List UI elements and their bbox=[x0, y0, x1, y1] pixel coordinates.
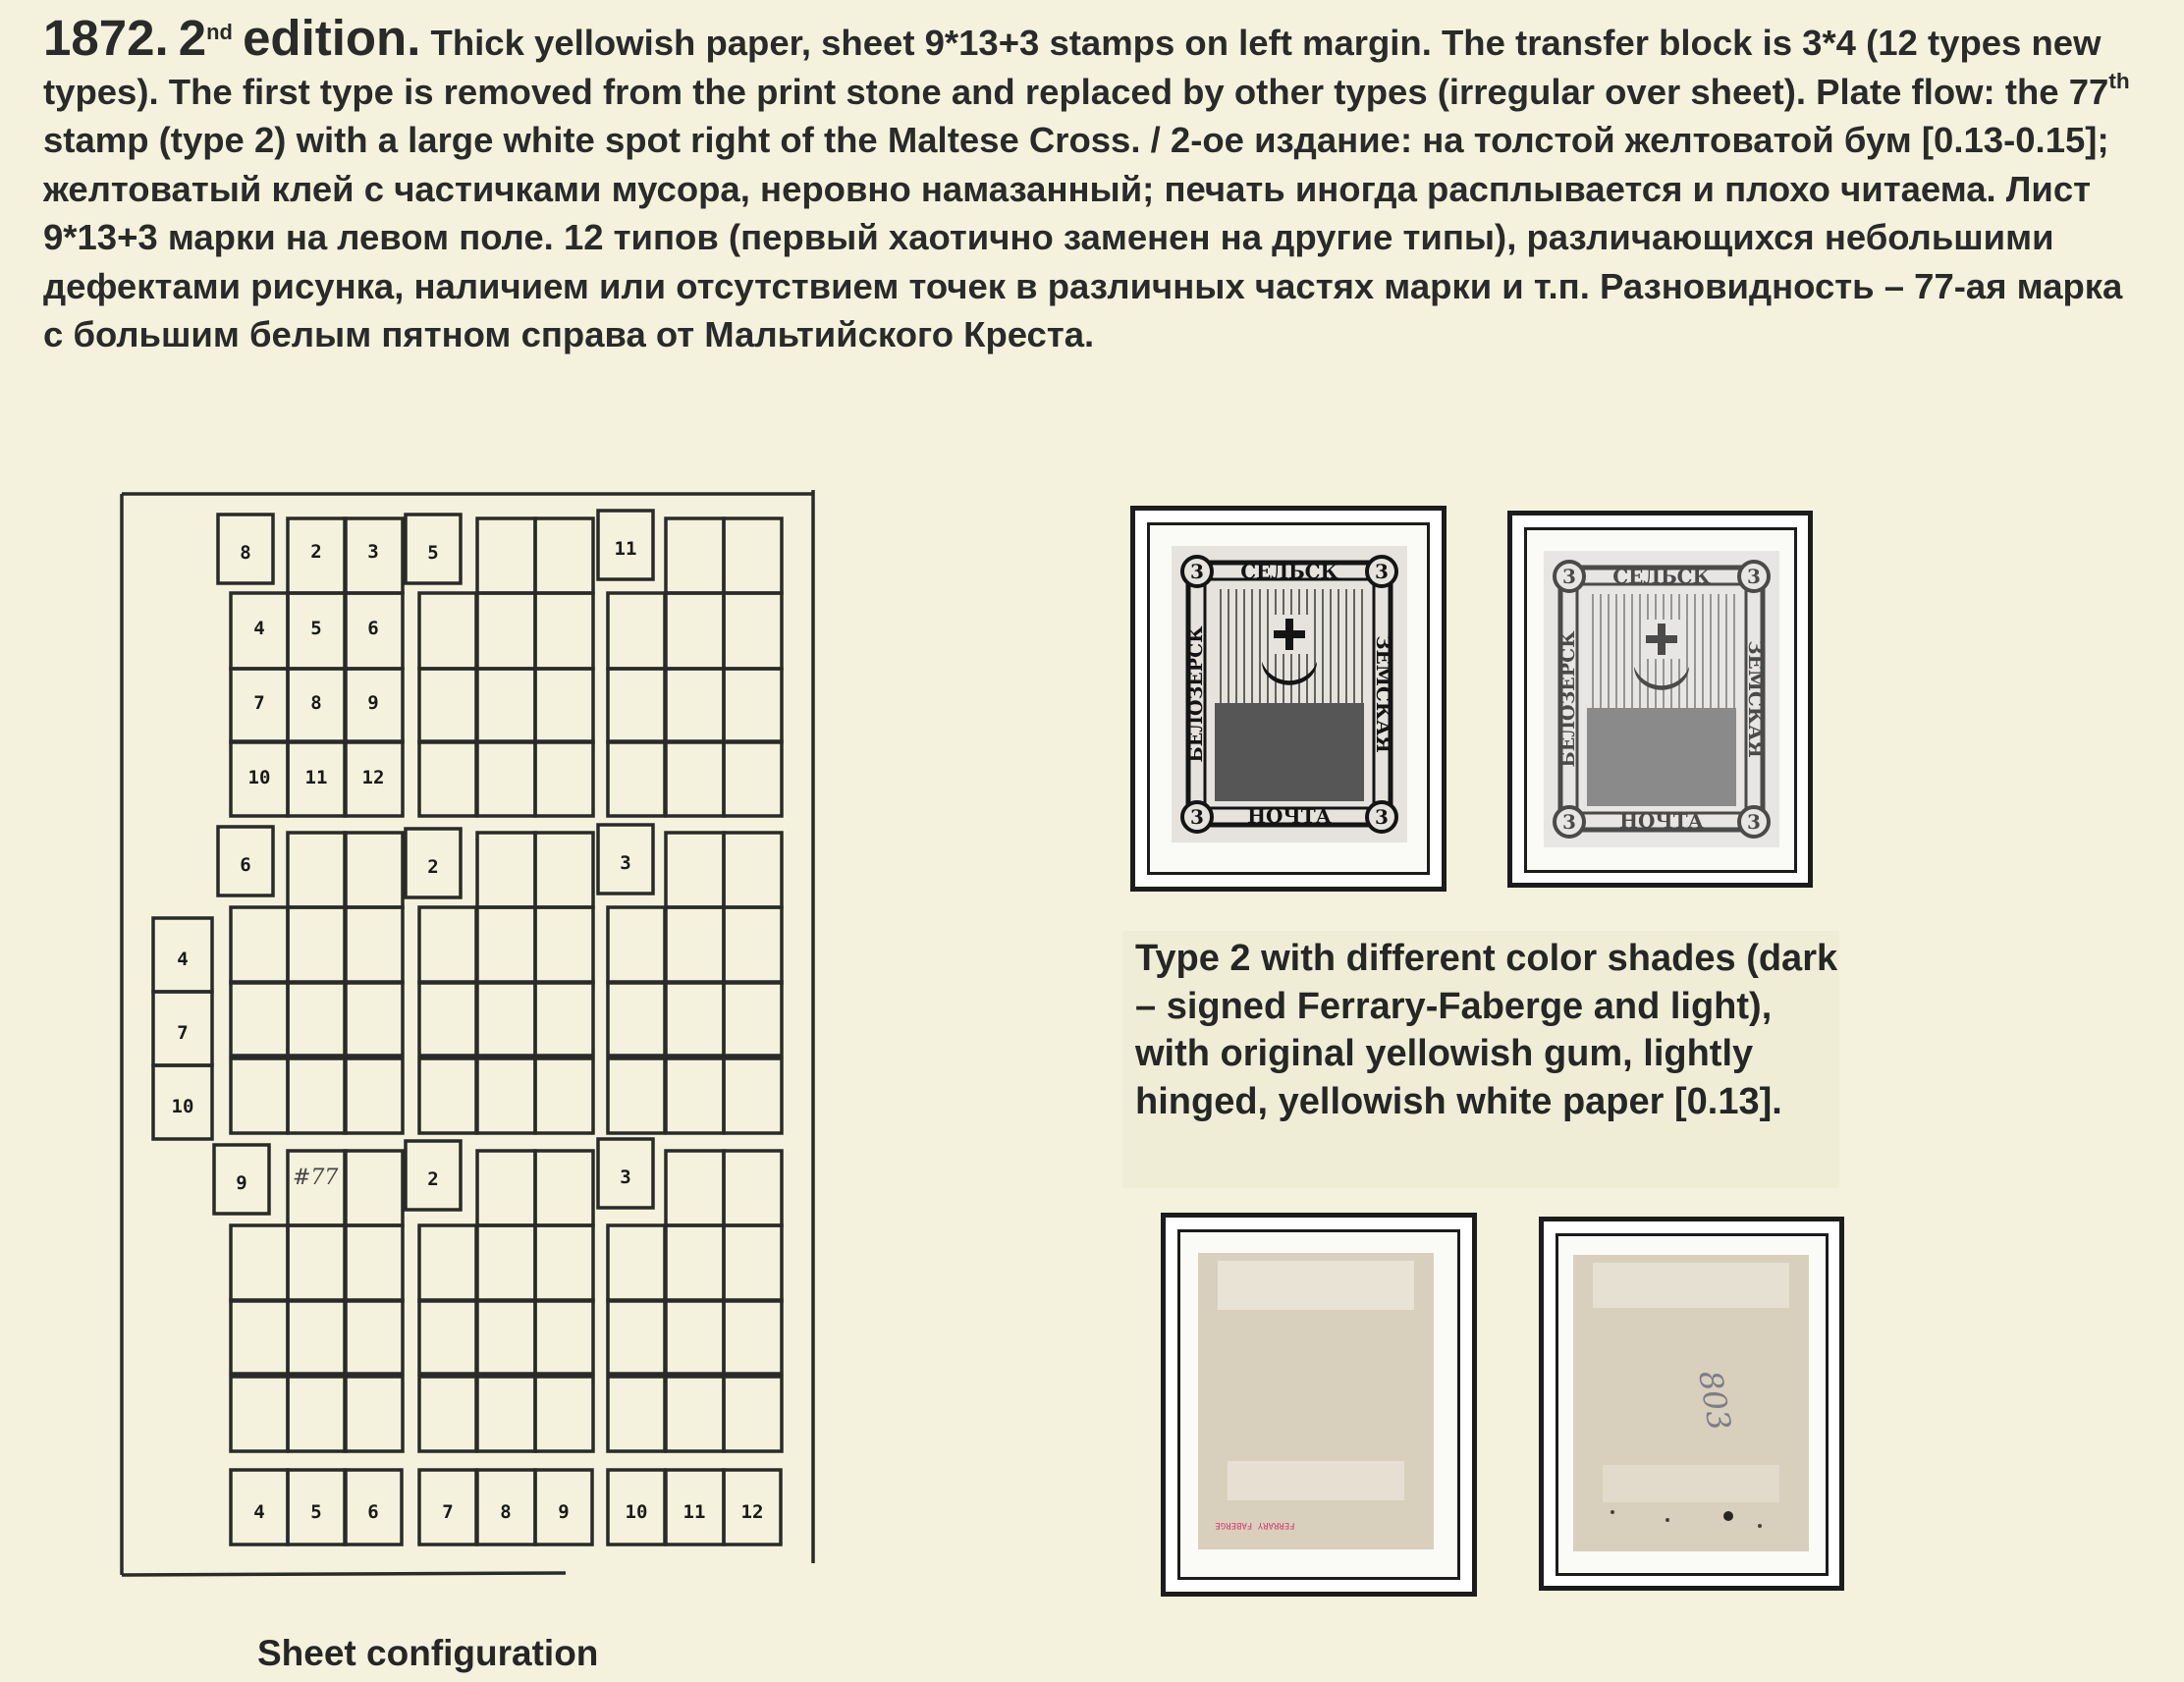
sheet-cell bbox=[231, 1225, 288, 1301]
sheet-cell bbox=[724, 669, 782, 742]
sheet-label: 11 bbox=[614, 538, 637, 560]
sheet-label: 7 bbox=[253, 692, 265, 714]
sheet-cell bbox=[724, 907, 782, 983]
sheet-cell bbox=[477, 833, 535, 907]
sheet-cell bbox=[535, 982, 593, 1056]
sheet-cell bbox=[477, 1058, 535, 1133]
sheet-label: 4 bbox=[253, 618, 265, 639]
stamp-mount-light bbox=[1507, 511, 1813, 888]
svg-text:СЕЛЬСК: СЕЛЬСК bbox=[1612, 565, 1711, 588]
sheet-cell bbox=[666, 1225, 724, 1301]
sheet-label: 2 bbox=[310, 541, 322, 563]
sheet-cell bbox=[419, 1377, 476, 1451]
sheet-cell bbox=[231, 982, 288, 1056]
plate-flaw-mark: #77 bbox=[293, 1166, 339, 1190]
sheet-cell bbox=[345, 833, 403, 907]
svg-text:3: 3 bbox=[1375, 560, 1389, 583]
sheet-cell bbox=[608, 982, 665, 1056]
sheet-cell bbox=[724, 1300, 782, 1374]
sheet-label: 7 bbox=[442, 1501, 454, 1523]
sheet-cell bbox=[724, 982, 782, 1056]
sheet-label: 8 bbox=[500, 1501, 512, 1523]
sheet-cell bbox=[345, 1225, 403, 1301]
sheet-label: 5 bbox=[427, 542, 439, 564]
stamp-front-dark bbox=[1172, 546, 1407, 842]
sheet-cell bbox=[608, 907, 665, 983]
sheet-cell bbox=[288, 1300, 346, 1374]
sheet-label: 3 bbox=[620, 1167, 631, 1188]
sheet-cell bbox=[608, 669, 665, 742]
sheet-cell bbox=[231, 1377, 288, 1451]
sheet-cell bbox=[288, 1058, 346, 1133]
pencil-mark: 803 bbox=[1691, 1367, 1739, 1434]
sheet-cell bbox=[477, 669, 535, 742]
sheet-label: 9 bbox=[558, 1501, 570, 1523]
sheet-cell bbox=[345, 1377, 403, 1451]
sheet-label: 12 bbox=[740, 1501, 764, 1523]
sheet-label: 3 bbox=[620, 852, 631, 874]
sheet-cell bbox=[666, 1377, 724, 1451]
sheet-cell bbox=[477, 907, 535, 983]
sheet-label: 6 bbox=[240, 854, 251, 876]
stamp-caption: Type 2 with different color shades (dark – signed Ferrary-Faberge and light), with original yellowish gum, lightly hinged, yellowish white paper [0.13]. bbox=[1135, 938, 1838, 1122]
sheet-cell bbox=[419, 669, 476, 742]
sheet-cell bbox=[666, 1300, 724, 1374]
sheet-cell bbox=[535, 1300, 593, 1374]
sheet-cell bbox=[535, 1377, 593, 1451]
sheet-cell bbox=[724, 1058, 782, 1133]
sheet-cell bbox=[724, 518, 782, 593]
sheet-cell bbox=[666, 833, 724, 907]
sheet-label: 6 bbox=[367, 1501, 379, 1523]
sheet-cell bbox=[608, 593, 665, 669]
sheet-label: 8 bbox=[310, 692, 322, 714]
sheet-cell bbox=[666, 1058, 724, 1133]
svg-text:3: 3 bbox=[1747, 565, 1761, 588]
sheet-cell bbox=[666, 982, 724, 1056]
sheet-cell bbox=[477, 1300, 535, 1374]
svg-text:3: 3 bbox=[1562, 565, 1576, 588]
sheet-cell bbox=[535, 907, 593, 983]
sheet-label: 2 bbox=[427, 856, 439, 878]
stamp-back-mount-light bbox=[1539, 1217, 1844, 1591]
sheet-cell bbox=[608, 741, 665, 816]
sheet-cell bbox=[535, 741, 593, 816]
sheet-cell bbox=[666, 518, 724, 593]
stamp-front-light bbox=[1544, 551, 1779, 847]
svg-text:СЕЛЬСК: СЕЛЬСК bbox=[1240, 560, 1338, 583]
sheet-cell bbox=[608, 1058, 665, 1133]
sheet-label: 11 bbox=[304, 767, 328, 788]
sheet-label: 8 bbox=[240, 542, 251, 564]
sheet-cell bbox=[724, 833, 782, 907]
sheet-cell bbox=[419, 1058, 476, 1133]
sheet-label: 10 bbox=[171, 1096, 194, 1117]
sheet-cell bbox=[724, 741, 782, 816]
svg-text:3: 3 bbox=[1562, 810, 1576, 834]
sheet-cell bbox=[345, 982, 403, 1056]
sheet-cell bbox=[288, 907, 346, 983]
sheet-cell bbox=[345, 1151, 403, 1225]
sheet-cell bbox=[419, 907, 476, 983]
sheet-cell bbox=[288, 833, 346, 907]
sheet-cell bbox=[419, 741, 476, 816]
sheet-cell bbox=[231, 1058, 288, 1133]
stamp-back-light bbox=[1573, 1255, 1809, 1551]
sheet-cell bbox=[231, 907, 288, 983]
stamp-back-dark bbox=[1198, 1253, 1434, 1549]
sheet-cell bbox=[666, 741, 724, 816]
sheet-cell bbox=[231, 1300, 288, 1374]
sheet-label: 2 bbox=[427, 1168, 439, 1190]
header-text-sup: th bbox=[2108, 68, 2130, 93]
sheet-label: 4 bbox=[177, 949, 189, 970]
sheet-cell bbox=[288, 1377, 346, 1451]
header-year: 1872. bbox=[43, 10, 169, 66]
sheet-cell bbox=[724, 1151, 782, 1225]
svg-text:НОЧТА: НОЧТА bbox=[1247, 804, 1332, 828]
svg-text:БЕЛОЗЕРСК: БЕЛОЗЕРСК bbox=[1557, 630, 1579, 768]
sheet-cell bbox=[419, 593, 476, 669]
sheet-cell bbox=[345, 1058, 403, 1133]
header-text-part2: stamp (type 2) with a large white spot right of the Maltese Cross. / 2-ое издание: на толстой желтоватой бум [0.13-0.15]; желтоватый клей с частичками мусора, неровно намазанный; печать иногда расплывается и плохо читаема. Лист 9*13+3 марки на левом поле. 12 типов (первый хаотично заменен на другие типы), различающихся небольшими дефектами рисунка, наличием или отсутствием точек в различных частях марки и т.п. Разновидность – 77-ая марка с большим белым пятном справа от Мальтийского Креста. bbox=[43, 120, 2123, 354]
svg-text:3: 3 bbox=[1375, 805, 1389, 829]
header-edition-sup: nd bbox=[206, 19, 233, 44]
sheet-cell bbox=[666, 669, 724, 742]
svg-text:ЗЕМСКАЯ: ЗЕМСКАЯ bbox=[1372, 635, 1395, 753]
ferrary-signature: FERRARY FABERGE bbox=[1215, 1520, 1295, 1530]
svg-text:3: 3 bbox=[1190, 805, 1204, 829]
sheet-cell bbox=[666, 593, 724, 669]
svg-text:ЗЕМСКАЯ: ЗЕМСКАЯ bbox=[1744, 640, 1768, 758]
sheet-label: 4 bbox=[253, 1501, 265, 1523]
svg-text:БЕЛОЗЕРСК: БЕЛОЗЕРСК bbox=[1185, 625, 1207, 763]
sheet-cell bbox=[608, 1225, 665, 1301]
stamp-mount-dark bbox=[1130, 506, 1447, 892]
sheet-cell bbox=[477, 518, 535, 593]
sheet-label: 9 bbox=[236, 1172, 247, 1194]
header-edition-num: 2 bbox=[178, 10, 207, 66]
sheet-cell bbox=[724, 1377, 782, 1451]
sheet-cell bbox=[666, 907, 724, 983]
sheet-label: 3 bbox=[367, 541, 379, 563]
sheet-label: 10 bbox=[247, 767, 271, 788]
sheet-grid bbox=[153, 511, 782, 1545]
sheet-cell bbox=[535, 1225, 593, 1301]
sheet-cell bbox=[724, 593, 782, 669]
sheet-cell bbox=[535, 1058, 593, 1133]
sheet-cell bbox=[288, 1225, 346, 1301]
sheet-cell bbox=[535, 1151, 593, 1225]
svg-text:3: 3 bbox=[1190, 560, 1204, 583]
sheet-frame-bottom bbox=[122, 1573, 566, 1575]
sheet-label: 5 bbox=[310, 1501, 322, 1523]
sheet-cell bbox=[535, 593, 593, 669]
sheet-label: 5 bbox=[310, 618, 322, 639]
sheet-cell bbox=[608, 1377, 665, 1451]
header-text-part1: Thick yellowish paper, sheet 9*13+3 stamps on left margin. The transfer block is 3*4 (12 types new types). The first type is removed from the print stone and replaced by other types (irregular over sheet). Plate flow: the 77 bbox=[43, 23, 2109, 112]
sheet-label: 7 bbox=[177, 1022, 189, 1044]
sheet-label: 12 bbox=[361, 767, 385, 788]
sheet-cell bbox=[288, 982, 346, 1056]
sheet-cell bbox=[535, 833, 593, 907]
sheet-cell bbox=[724, 1225, 782, 1301]
sheet-cell bbox=[535, 669, 593, 742]
sheet-cell bbox=[345, 1300, 403, 1374]
sheet-cell bbox=[419, 982, 476, 1056]
sheet-cell bbox=[477, 1151, 535, 1225]
sheet-label: 10 bbox=[625, 1501, 648, 1523]
sheet-cell bbox=[535, 518, 593, 593]
sheet-cell bbox=[477, 741, 535, 816]
svg-text:3: 3 bbox=[1747, 810, 1761, 834]
sheet-cell bbox=[666, 1151, 724, 1225]
sheet-label: 9 bbox=[367, 692, 379, 714]
sheet-cell bbox=[419, 1225, 476, 1301]
svg-text:НОЧТА: НОЧТА bbox=[1619, 809, 1704, 833]
sheet-cell bbox=[477, 593, 535, 669]
sheet-label: 6 bbox=[367, 618, 379, 639]
stamp-back-mount-dark bbox=[1161, 1213, 1477, 1597]
sheet-cell bbox=[608, 1300, 665, 1374]
sheet-caption: Sheet configuration bbox=[257, 1633, 599, 1673]
sheet-cell bbox=[477, 1225, 535, 1301]
sheet-cell bbox=[477, 982, 535, 1056]
sheet-cell bbox=[419, 1300, 476, 1374]
header-edition-word: edition. bbox=[243, 10, 421, 66]
sheet-label: 11 bbox=[682, 1501, 706, 1523]
sheet-cell bbox=[477, 1377, 535, 1451]
sheet-cell bbox=[345, 907, 403, 983]
